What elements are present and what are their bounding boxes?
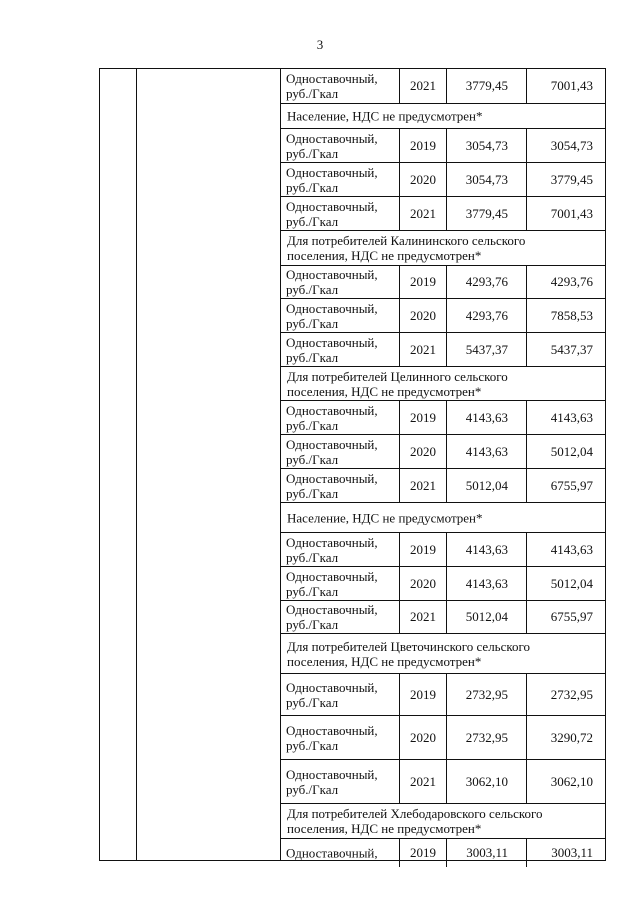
value-cell-first-half: 3779,45: [465, 78, 508, 93]
section-header-row: [281, 634, 605, 674]
table-row: [281, 839, 605, 867]
tariff-type: Одноставочный,: [286, 845, 378, 861]
year-cell: 2020: [410, 307, 436, 323]
tariff-unit: руб./Гкал: [286, 617, 339, 632]
value-cell-second-half: 7001,43: [550, 205, 593, 221]
table-row: [281, 333, 605, 367]
year-cell: 2019: [410, 409, 436, 425]
tariff-unit: руб./Гкал: [286, 145, 339, 161]
value-cell-second-half: 7858,53: [550, 307, 593, 323]
year-cell: 2021: [410, 773, 436, 789]
section-header: Для потребителей Цветочинского сельского: [287, 638, 531, 654]
page-number: 3: [316, 37, 324, 52]
section-header: Население, НДС не предусмотрен*: [287, 510, 483, 525]
year-cell: 2021: [410, 609, 436, 624]
tariff-rows: [281, 69, 605, 867]
table-row: [281, 266, 605, 299]
year-cell: 2019: [410, 274, 436, 289]
value-cell-second-half: 5012,04: [550, 575, 593, 591]
value-cell-first-half: 5012,04: [465, 609, 508, 624]
section-header-continued: поселения, НДС не предусмотрен*: [287, 821, 482, 836]
value-cell-first-half: 4293,76: [465, 274, 508, 289]
table-row: [281, 601, 605, 634]
tariff-unit: руб./Гкал: [286, 86, 339, 101]
tariff-unit: руб./Гкал: [286, 282, 339, 297]
tariff-type: Одноставочный,: [286, 71, 378, 86]
table-row: [281, 760, 605, 804]
year-cell: 2021: [410, 341, 436, 357]
tariff-type: Одноставочный,: [286, 267, 378, 282]
tariff-type: Одноставочный,: [286, 198, 378, 214]
table-row: [281, 401, 605, 435]
value-cell-first-half: 3054,73: [465, 171, 508, 187]
year-cell: 2019: [410, 686, 436, 702]
tariff-type: Одноставочный,: [286, 602, 378, 617]
tariff-unit: руб./Гкал: [286, 417, 339, 433]
tariff-type: Одноставочный,: [286, 300, 378, 316]
value-cell-first-half: 2732,95: [465, 729, 508, 745]
section-header-row: [281, 367, 605, 401]
value-cell-first-half: 4143,63: [465, 575, 508, 591]
year-cell: 2021: [410, 78, 436, 93]
value-cell-first-half: 2732,95: [465, 686, 508, 702]
column-divider: [136, 69, 137, 860]
tariff-type: Одноставочный,: [286, 679, 378, 695]
section-header: Для потребителей Калининского сельского: [287, 233, 526, 248]
section-header-row: [281, 804, 605, 839]
tariff-unit: руб./Гкал: [286, 213, 339, 229]
tariff-unit: руб./Гкал: [286, 549, 339, 565]
value-cell-second-half: 3290,72: [550, 729, 593, 745]
tariff-unit: руб./Гкал: [286, 781, 339, 797]
table-row: [281, 299, 605, 333]
tariff-type: Одноставочный,: [286, 334, 378, 350]
value-cell-second-half: 2732,95: [550, 686, 593, 702]
table-row: [281, 469, 605, 503]
year-cell: 2020: [410, 575, 436, 591]
section-header: Население, НДС не предусмотрен*: [287, 108, 483, 124]
year-cell: 2021: [410, 477, 436, 493]
tariff-unit: руб./Гкал: [286, 583, 339, 599]
tariff-type: Одноставочный,: [286, 436, 378, 452]
year-cell: 2021: [410, 205, 436, 221]
table-row: [281, 435, 605, 469]
value-cell-first-half: 5437,37: [465, 341, 508, 357]
value-cell-second-half: 3062,10: [550, 773, 593, 789]
tariff-type: Одноставочный,: [286, 164, 378, 180]
table-row: [281, 129, 605, 163]
tariff-type: Одноставочный,: [286, 470, 378, 486]
tariff-unit: руб./Гкал: [286, 179, 339, 195]
table-row: [281, 533, 605, 567]
table-row: [281, 197, 605, 231]
value-cell-second-half: 3003,11: [551, 845, 593, 860]
table-row: [281, 567, 605, 601]
value-cell-first-half: 3003,11: [466, 845, 508, 860]
table-row: [281, 69, 605, 104]
year-cell: 2019: [410, 137, 436, 153]
year-cell: 2020: [410, 171, 436, 187]
value-cell-second-half: 4293,76: [550, 274, 593, 289]
value-cell-second-half: 4143,63: [550, 409, 593, 425]
value-cell-second-half: 6755,97: [550, 477, 593, 493]
tariff-type: Одноставочный,: [286, 402, 378, 418]
table-row: [281, 716, 605, 760]
tariff-unit: руб./Гкал: [286, 485, 339, 501]
tariff-type: Одноставочный,: [286, 568, 378, 584]
value-cell-second-half: 3054,73: [550, 137, 593, 153]
tariff-type: Одноставочный,: [286, 130, 378, 146]
tariff-unit: руб./Гкал: [286, 349, 339, 365]
value-cell-first-half: 5012,04: [465, 477, 508, 493]
table-row: [281, 163, 605, 197]
year-cell: 2019: [410, 541, 436, 557]
value-cell-first-half: 4143,63: [465, 409, 508, 425]
section-header-continued: поселения, НДС не предусмотрен*: [287, 383, 482, 399]
section-header-row: [281, 503, 605, 533]
section-header: Для потребителей Хлебодаровского сельского: [287, 806, 543, 821]
tariff-type: Одноставочный,: [286, 534, 378, 550]
year-cell: 2019: [410, 845, 436, 860]
section-header-row: [281, 104, 605, 129]
value-cell-first-half: 3054,73: [465, 137, 508, 153]
tariff-unit: руб./Гкал: [286, 694, 339, 710]
tariff-unit: руб./Гкал: [286, 315, 339, 331]
value-cell-first-half: 4293,76: [465, 307, 508, 323]
section-header: Для потребителей Целинного сельского: [287, 368, 508, 384]
section-header-continued: поселения, НДС не предусмотрен*: [287, 248, 482, 263]
table-row: [281, 674, 605, 716]
tariff-unit: руб./Гкал: [286, 451, 339, 467]
value-cell-second-half: 6755,97: [550, 609, 593, 624]
tariff-unit: руб./Гкал: [286, 737, 339, 753]
value-cell-second-half: 3779,45: [550, 171, 593, 187]
tariff-type: Одноставочный,: [286, 766, 378, 782]
year-cell: 2020: [410, 729, 436, 745]
section-header-continued: поселения, НДС не предусмотрен*: [287, 653, 482, 669]
year-cell: 2020: [410, 443, 436, 459]
section-header-row: [281, 231, 605, 266]
tariff-type: Одноставочный,: [286, 722, 378, 738]
value-cell-second-half: 5012,04: [550, 443, 593, 459]
value-cell-second-half: 5437,37: [550, 341, 593, 357]
value-cell-second-half: 4143,63: [550, 541, 593, 557]
value-cell-first-half: 3062,10: [465, 773, 508, 789]
value-cell-second-half: 7001,43: [550, 78, 593, 93]
value-cell-first-half: 4143,63: [465, 443, 508, 459]
value-cell-first-half: 4143,63: [465, 541, 508, 557]
tariff-table: [99, 68, 606, 861]
value-cell-first-half: 3779,45: [465, 205, 508, 221]
